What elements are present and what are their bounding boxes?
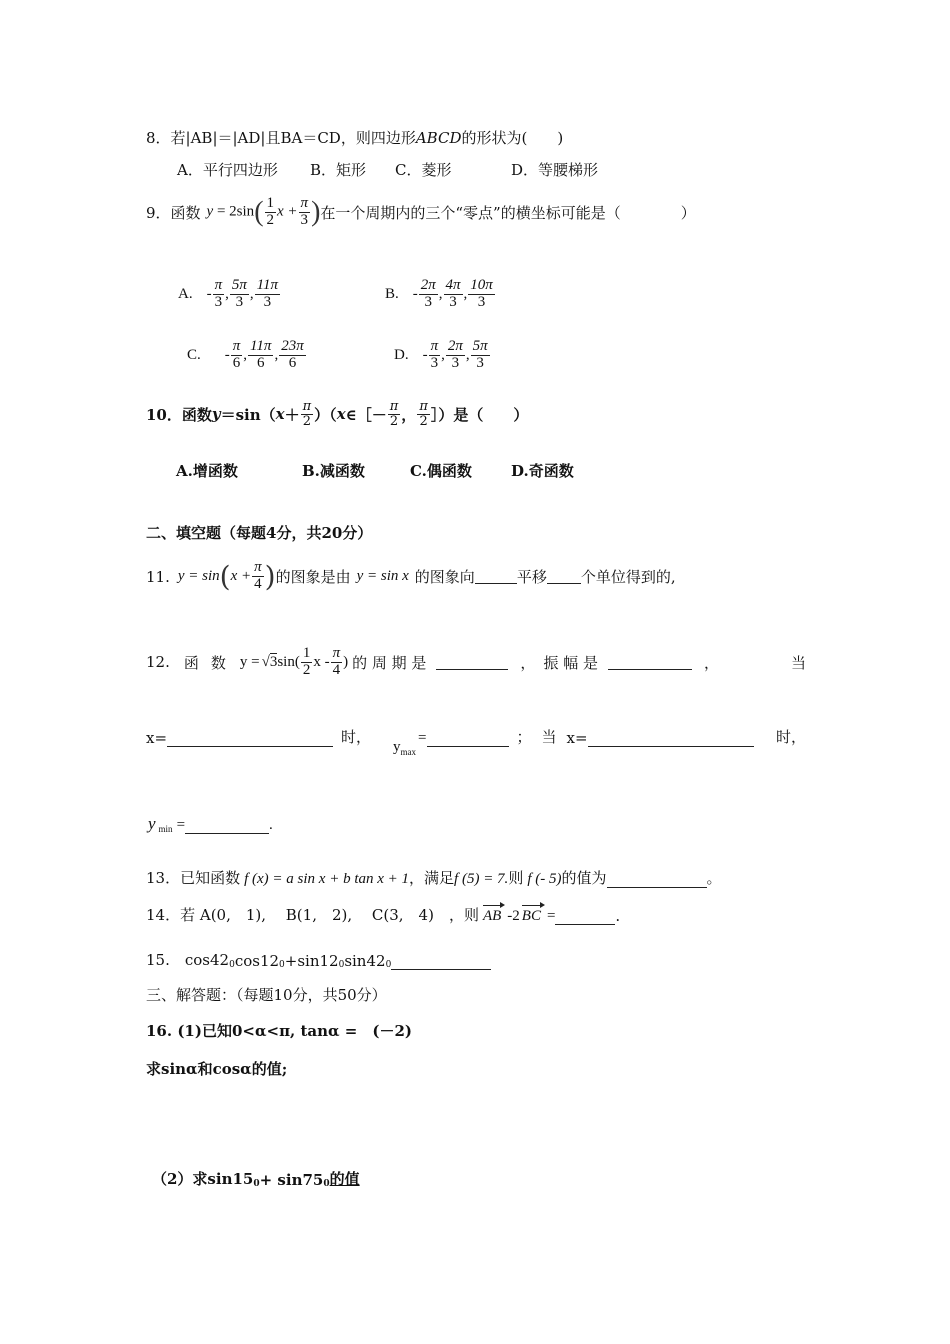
q12-blank-y-min[interactable] xyxy=(185,819,269,834)
q9-option-b: B. - $\frac{2\pi}{3}$ , $\frac{4\pi}{3}$ , $\frac{10\pi}{3}$ xyxy=(385,277,493,310)
q9-function: y = 2sin( $\frac{1}{2}$ x + $\frac{\pi}{3}$ ) xyxy=(206,195,321,228)
q14-blank-answer[interactable] xyxy=(555,910,615,925)
q11-blank-direction[interactable] xyxy=(475,569,517,584)
q12-line3: y $_{min}$ = . xyxy=(148,814,273,834)
q12-blank-x-max[interactable] xyxy=(167,732,333,747)
section-3-heading: 三、解答题：（每题10分，共50分） xyxy=(146,986,387,1004)
q9-option-d: D. - $\frac{\pi}{3}$ , $\frac{2\pi}{3}$ , $\frac{5\pi}{3}$ xyxy=(394,338,488,371)
q15-blank-answer[interactable] xyxy=(391,955,491,970)
q12-blank-x-min[interactable] xyxy=(588,732,754,747)
section-2-heading: 二、填空题（每题4分，共20分） xyxy=(146,524,373,542)
vector-ab: AB xyxy=(482,908,502,924)
q16-part2: （2）求sin15 $_0$ + sin75 $_0$ 的值 xyxy=(152,1170,360,1189)
q11-blank-units[interactable] xyxy=(547,569,581,584)
q11: 11. y = sin ( x + $\frac{\pi}{4}$ ) 的图象是由 y = sin x 的图象向 平移 个单位得到的, xyxy=(146,559,676,593)
q12-line1: 12. 函 数 y = √3 sin( $\frac{1}{2}$ x - $\frac{\pi}{4}$ ) 的 周 期 是 ， 振 幅 是 ， 当 xyxy=(146,645,806,678)
q8-option-a: A．平行四边形 xyxy=(177,161,278,179)
q8-stem: 8．若|AB|＝|AD|且BA＝CD，则四边形ABCD的形状为( ) xyxy=(146,129,564,147)
q10-option-b: B.减函数 xyxy=(302,462,365,480)
q9-option-a: A. - $\frac{\pi}{3}$ , $\frac{5\pi}{3}$ , $\frac{11\pi}{3}$ xyxy=(178,277,279,310)
q12-blank-amplitude[interactable] xyxy=(608,655,692,670)
q12-line2: x= 时， $y_{max}$ = ； 当 x= 时， xyxy=(146,728,806,757)
q15: 15. cos42 $_0$ cos12 $_0$ +sin12 $_0$ sin42 $_0$ xyxy=(146,949,491,970)
q12-blank-period[interactable] xyxy=(436,655,508,670)
q12-blank-y-max[interactable] xyxy=(427,732,509,747)
q10-option-c: C.偶函数 xyxy=(410,462,472,480)
q16-part1-prompt: 求sinα和cosα的值; xyxy=(146,1060,288,1078)
q13-blank-answer[interactable] xyxy=(607,873,707,888)
q9-stem: 9．函数 y = 2sin( $\frac{1}{2}$ x + $\frac{\pi}{3}$ ) 在一个周期内的三个“零点”的横坐标可能是（ ） xyxy=(146,195,696,228)
q10-option-a: A.增函数 xyxy=(176,462,238,480)
vector-bc: BC xyxy=(521,908,541,924)
q13: 13．已知函数 f (x) = a sin x + b tan x + 1 ，满足 f (5) = 7. 则 f (- 5) 的值为 。 xyxy=(146,869,722,887)
q10-stem: 10．函数 y ＝sin（ x ＋ $\frac{\pi}{2}$ ）（ x ∈［－ $\frac{\pi}{2}$ ， $\frac{\pi}{2}$ ］）是（ ） xyxy=(146,399,529,429)
q14: 14．若 A(0, 1), B(1, 2), C(3, 4) ，则 AB -2 BC = . xyxy=(146,906,621,925)
q8-option-b: B．矩形 xyxy=(310,161,367,179)
q9-option-c: C. - $\frac{\pi}{6}$ , $\frac{11\pi}{6}$ , $\frac{23\pi}{6}$ xyxy=(187,338,304,371)
q16-part1: 16. (1)已知0<α<π, tanα = (－2) xyxy=(146,1022,413,1040)
q8-option-d: D．等腰梯形 xyxy=(511,161,599,179)
q8-option-c: C．菱形 xyxy=(395,161,452,179)
q10-option-d: D.奇函数 xyxy=(511,462,574,480)
